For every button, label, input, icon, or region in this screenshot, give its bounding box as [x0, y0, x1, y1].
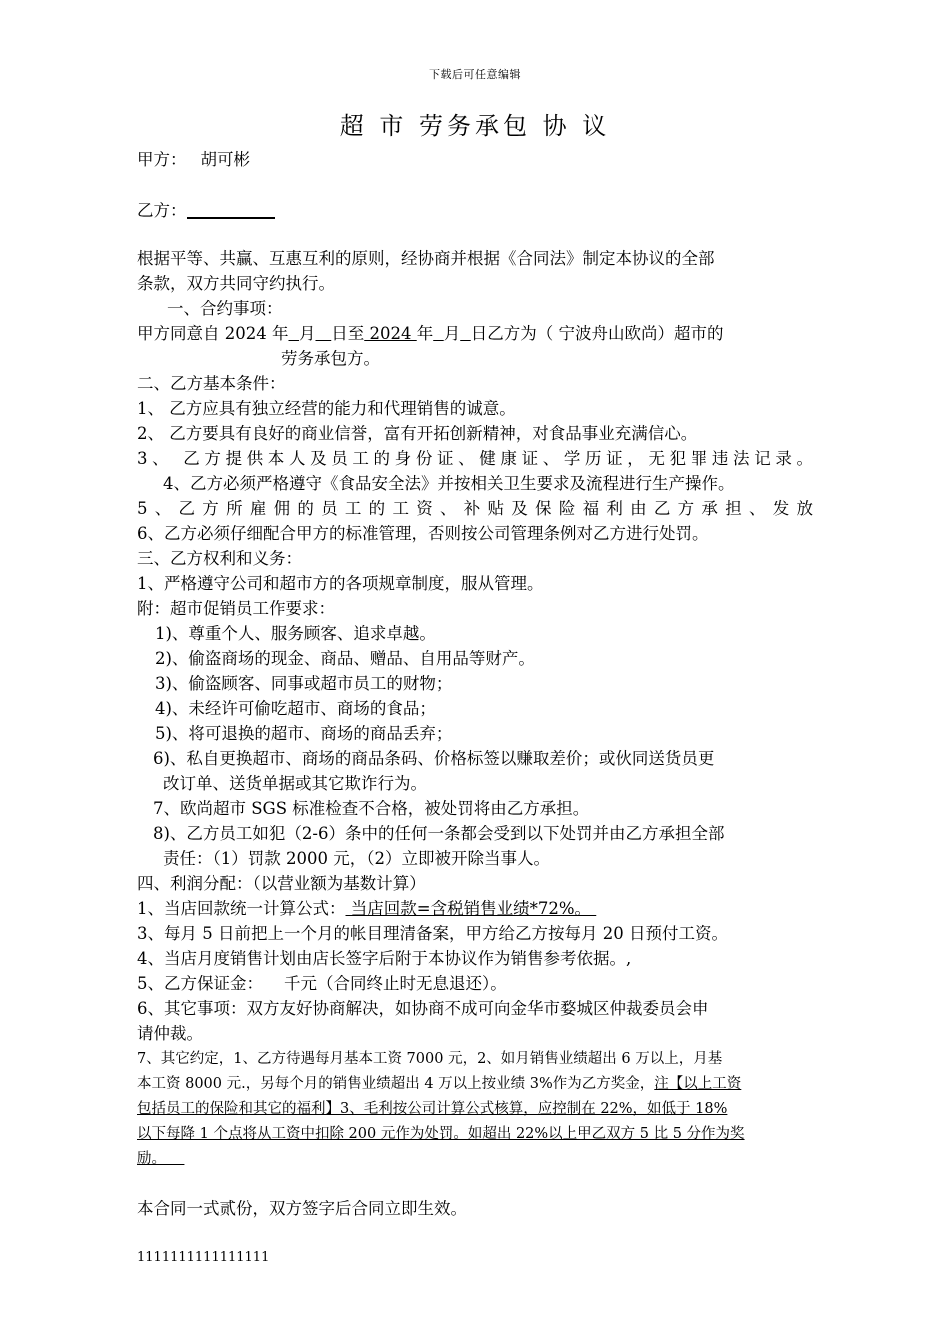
s2-item-2: 2、 乙方要具有良好的商业信誉，富有开拓创新精神，对食品事业充满信心。	[137, 424, 698, 443]
page-header: 下载后可任意编辑	[429, 68, 521, 81]
rule-1: 1)、尊重个人、服务顾客、追求卓越。	[155, 624, 436, 643]
s1-year-2: 2024	[364, 324, 417, 343]
rule-8-line-2: 责任：（1）罚款 2000 元，（2）立即被开除当事人。	[163, 849, 550, 868]
s2-item-1: 1、 乙方应具有独立经营的能力和代理销售的诚意。	[137, 399, 516, 418]
s1-text-g: 日乙方为（ 宁波舟山欧尚）超市的	[470, 324, 724, 343]
party-b-label: 乙方：	[137, 201, 187, 220]
s1-text-d: 日至	[331, 324, 365, 343]
s2-item-4: 4、乙方必须严格遵守《食品安全法》并按相关卫生要求及流程进行生产操作。	[163, 474, 735, 493]
s2-item-3: 3、 乙方提供本人及员工的身份证、健康证、学历证，无犯罪违法记录。	[137, 449, 813, 468]
rule-2: 2)、偷盗商场的现金、商品、赠品、自用品等财产。	[155, 649, 535, 668]
closing-statement: 本合同一式贰份，双方签字后合同立即生效。	[137, 1199, 467, 1218]
s4-item-7-line-3: 包括员工的保险和其它的福利】3、毛利按公司计算公式核算，应控制在 22%，如低于 18%	[137, 1101, 728, 1117]
s1-text-b: 年	[271, 324, 289, 343]
s4-item-6-line-1: 6、其它事项：双方友好协商解决，如协商不成可向金华市婺城区仲裁委员会申	[137, 999, 709, 1018]
rule-4: 4)、未经许可偷吃超市、商场的食品；	[155, 699, 436, 718]
s1-year-1: 2024	[219, 324, 272, 343]
page-footer: 1111111111111111	[137, 1250, 270, 1265]
s2-item-5: 5、乙方所雇佣的员工的工资、补贴及保险福利由乙方承担、发放	[137, 499, 813, 518]
s4-item-1-label: 1、当店回款统一计算公式：	[137, 899, 346, 918]
section-2-heading: 二、乙方基本条件：	[137, 374, 286, 393]
s1-text-e: 年	[416, 324, 434, 343]
s1-text-a: 甲方同意自	[137, 324, 220, 343]
section-1-line-2: 劳务承包方。	[281, 349, 380, 368]
section-1-line-1	[137, 323, 723, 345]
party-a-name: 胡可彬	[200, 150, 250, 169]
s4-item-4: 4、当店月度销售计划由店长签字后附于本协议作为销售参考依据。,	[137, 949, 632, 968]
party-a-line	[137, 149, 250, 171]
s4-item-5: 5、乙方保证金： 千元（合同终止时无息退还）。	[137, 974, 507, 993]
s1-month-1	[288, 324, 299, 343]
rule-6-line-2: 改订单、送货单据或其它欺诈行为。	[163, 774, 427, 793]
s4-item-7-line-2	[137, 1073, 741, 1095]
s4-item-1	[137, 898, 596, 920]
s4-item-6-line-2: 请仲裁。	[137, 1024, 203, 1043]
section-3-heading: 三、乙方权利和义务：	[137, 549, 302, 568]
intro-line-2: 条款，双方共同守约执行。	[137, 274, 335, 293]
rule-7: 7、欧尚超市 SGS 标准检查不合格，被处罚将由乙方承担。	[153, 799, 590, 818]
rule-3: 3)、偷盗顾客、同事或超市员工的财物；	[155, 674, 453, 693]
s1-day-2	[460, 324, 471, 343]
party-a-label: 甲方：	[137, 150, 187, 169]
party-b-blank	[187, 201, 275, 219]
s3-attachment-heading: 附：超市促销员工作要求：	[137, 599, 335, 618]
s4-item-3: 3、每月 5 日前把上一个月的帐目理清备案，甲方给乙方按每月 20 日预付工资。	[137, 924, 728, 943]
section-4-heading: 四、利润分配：（以营业额为基数计算）	[137, 874, 426, 893]
s4-item-7-line-2-text: 本工资 8000 元.，另每个月的销售业绩超出 4 万以上按业绩 3%作为乙方奖金，	[137, 1076, 655, 1092]
s1-text-c: 月	[298, 324, 316, 343]
s4-item-7-line-4: 以下每降 1 个点将从工资中扣除 200 元作为处罚。如超出 22%以上甲乙双方 5 比 5 分作为奖	[137, 1126, 745, 1142]
rule-6-line-1: 6)、私自更换超市、商场的商品条码、价格标签以赚取差价；或伙同送货员更	[153, 749, 715, 768]
rule-8-line-1: 8)、乙方员工如犯（2-6）条中的任何一条都会受到以下处罚并由乙方承担全部	[153, 824, 725, 843]
s4-item-7-line-2-underlined: 注【以上工资	[654, 1076, 742, 1092]
s1-day-1	[315, 324, 331, 343]
s3-item-1: 1、严格遵守公司和超市方的各项规章制度，服从管理。	[137, 574, 544, 593]
intro-line-1: 根据平等、共赢、互惠互利的原则，经协商并根据《合同法》制定本协议的全部	[137, 249, 715, 268]
party-b-line	[137, 200, 275, 222]
s4-item-1-formula: 当店回款=含税销售业绩*72%。	[345, 899, 597, 918]
rule-5: 5)、将可退换的超市、商场的商品丢弃；	[155, 724, 453, 743]
s4-item-7-line-1: 7、其它约定，1、乙方待遇每月基本工资 7000 元，2、如月销售业绩超出 6 万以上，月基	[137, 1051, 723, 1067]
s4-item-7-line-5: 励。	[137, 1151, 185, 1167]
section-1-heading: 一、合约事项：	[167, 299, 283, 318]
s1-month-2	[433, 324, 444, 343]
s2-item-6: 6、乙方必须仔细配合甲方的标准管理，否则按公司管理条例对乙方进行处罚。	[137, 524, 709, 543]
document-title: 超 市 劳务承包 协 议	[339, 112, 611, 140]
s1-text-f: 月	[443, 324, 461, 343]
